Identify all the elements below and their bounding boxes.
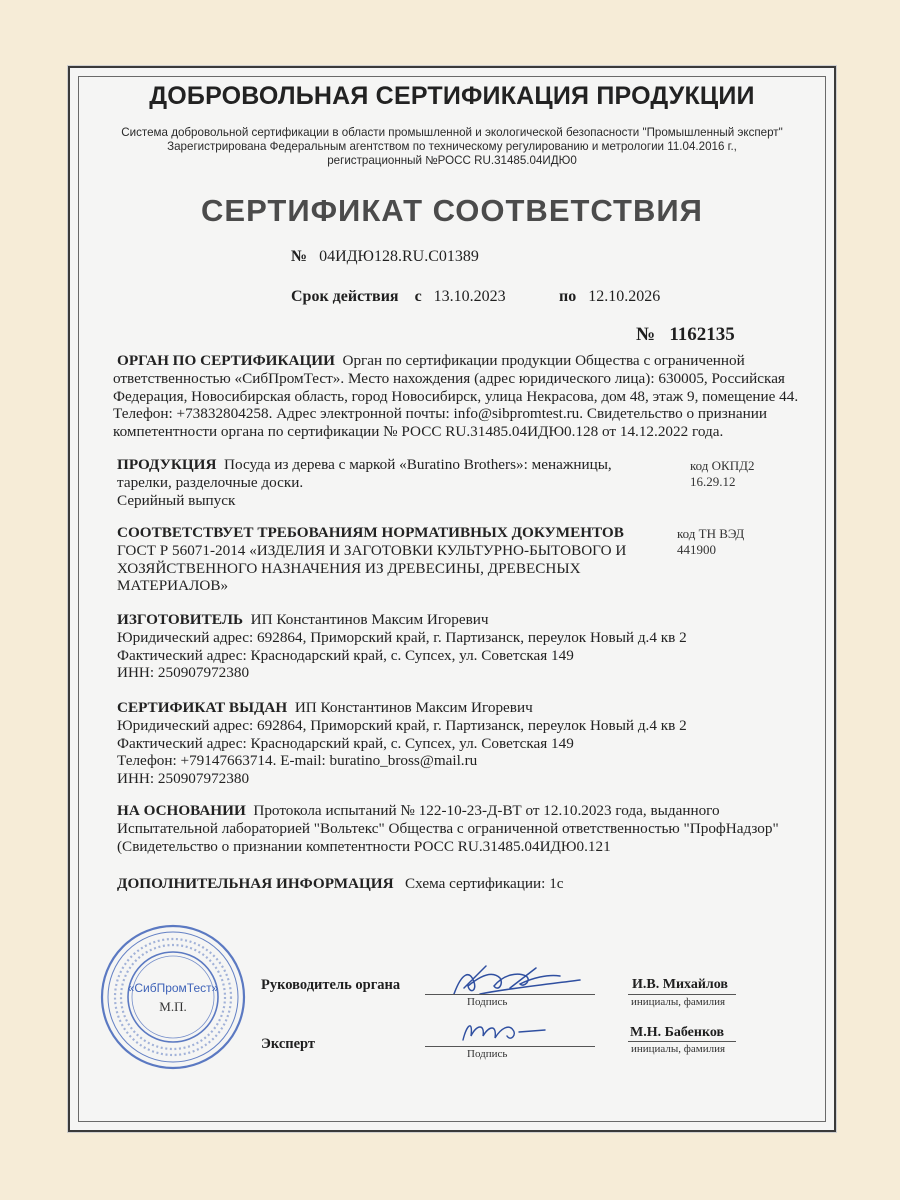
tnved-code-value: 441900 [677,542,716,557]
issued-to-line: Юридический адрес: 692864, Приморский край, г. Партизанск, переулок Новый д.4 кв 2 [117,716,687,734]
section-basis [117,802,779,855]
system-line: Зарегистрирована Федеральным агентством по техническому регулированию и метрологии 11.04.2016 г., [167,140,737,153]
okpd-code-label: код ОКПД2 [690,458,755,473]
stamp-mp: М.П. [159,999,187,1014]
validity-label: Срок действия [291,288,399,305]
manufacturer-line: ИНН: 250907972380 [117,664,250,682]
header-title: ДОБРОВОЛЬНАЯ СЕРТИФИКАЦИЯ ПРОДУКЦИИ [149,82,755,110]
issued-to-name: ИП Константинов Максим Игоревич [294,699,533,716]
organ-heading: ОРГАН ПО СЕРТИФИКАЦИИ [117,352,335,369]
section-manufacturer [117,611,687,682]
blank-number-sign: № [636,324,656,345]
tnved-code-label: код ТН ВЭД [677,526,745,541]
head-label: Руководитель органа [261,977,401,993]
basis-text: Протокола испытаний № 122-10-23-Д-ВТ от 12.10.2023 года, выданного [253,802,720,819]
certificate-number-row [291,248,479,266]
validity-row [291,288,506,306]
expert-name-caption: инициалы, фамилия [631,1043,726,1055]
blank-number: 1162135 [669,324,735,345]
head-signature-line [425,994,595,995]
section-additional [117,875,564,893]
valid-from: 13.10.2023 [433,288,506,305]
organ-line: Федерация, Новосибирская область, город Новосибирск, улица Некрасова, дом 48, этаж 9, помещение 44. [113,387,799,405]
basis-heading: НА ОСНОВАНИИ [117,802,246,819]
number-sign: № [291,248,308,265]
system-description [80,126,824,168]
head-name-line [628,994,736,995]
additional-heading: ДОПОЛНИТЕЛЬНАЯ ИНФОРМАЦИЯ [117,875,394,892]
head-name-caption: инициалы, фамилия [631,996,726,1008]
organ-line: Телефон: +73832804258. Адрес электронной почты: info@sibpromtest.ru. Свидетельство о признании [113,405,767,423]
manufacturer-line: Юридический адрес: 692864, Приморский край, г. Партизанск, переулок Новый д.4 кв 2 [117,628,687,646]
section-conformity [117,524,626,595]
additional-text: Схема сертификации: 1с [404,875,564,892]
organization-stamp [98,922,248,1072]
manufacturer-line: Фактический адрес: Краснодарский край, с. Супсех, ул. Советская 149 [117,646,574,664]
product-text: Посуда из дерева с маркой «Buratino Brothers»: менажницы, [224,456,612,473]
expert-signature [455,1010,555,1050]
organ-line: компетентности органа по сертификации № РОСС RU.31485.04ИДЮ0.128 от 14.12.2022 года. [113,423,724,441]
expert-name: М.Н. Бабенков [630,1025,725,1040]
stamp-name: «СибПромТест» [127,981,219,995]
head-signature [440,958,590,1002]
issued-to-line: Фактический адрес: Краснодарский край, с. Супсех, ул. Советская 149 [117,734,574,752]
head-name: И.В. Михайлов [632,977,728,992]
product-line: тарелки, разделочные доски. [117,473,304,491]
conformity-line: ХОЗЯЙСТВЕННОГО НАЗНАЧЕНИЯ ИЗ ДРЕВЕСИНЫ, ДРЕВЕСНЫХ [117,559,581,577]
issued-to-line: Телефон: +79147663714. E-mail: buratino_bross@mail.ru [117,752,478,770]
system-line: Система добровольной сертификации в области промышленной и экологической безопасности "Промышленный эксперт" [121,126,783,139]
section-organ [113,352,798,441]
blank-number-row [636,324,735,346]
basis-line: (Свидетельство о признании компетентности РОСС RU.31485.04ИДЮ0.121 [117,837,611,855]
head-signature-caption: Подпись [467,996,508,1008]
system-line: регистрационный №РОСС RU.31485.04ИДЮ0 [327,154,577,167]
validity-to [559,288,660,306]
valid-to: 12.10.2026 [588,288,661,305]
expert-signature-caption: Подпись [467,1048,508,1060]
section-issued-to [117,699,687,788]
organ-line: ответственностью «СибПромТест». Место нахождения (адрес юридического лица): 630005, Российская [113,369,785,387]
manufacturer-heading: ИЗГОТОВИТЕЛЬ [117,611,244,628]
okpd-code [690,458,754,490]
expert-signature-line [425,1046,595,1047]
product-heading: ПРОДУКЦИЯ [117,456,217,473]
certificate-number: 04ИДЮ128.RU.C01389 [319,248,479,265]
manufacturer-name: ИП Константинов Максим Игоревич [250,611,489,628]
issued-to-heading: СЕРТИФИКАТ ВЫДАН [117,699,288,716]
organ-text: Орган по сертификации продукции Общества с ограниченной [342,352,745,369]
to-label: по [559,288,577,305]
basis-line: Испытательной лабораторией "Вольтекс" Общества с ограниченной ответственностью "ПрофНадзор" [117,819,779,837]
expert-name-line [628,1041,736,1042]
conformity-heading: СООТВЕТСТВУЕТ ТРЕБОВАНИЯМ НОРМАТИВНЫХ ДОКУМЕНТОВ [117,524,624,541]
okpd-code-value: 16.29.12 [690,474,736,489]
issued-to-line: ИНН: 250907972380 [117,770,250,788]
section-product [117,456,612,509]
expert-label: Эксперт [261,1036,316,1052]
conformity-line: ГОСТ Р 56071-2014 «ИЗДЕЛИЯ И ЗАГОТОВКИ КУЛЬТУРНО-БЫТОВОГО И [117,541,627,559]
product-line: Серийный выпуск [117,491,236,509]
certificate-title: СЕРТИФИКАТ СООТВЕТСТВИЯ [201,193,703,228]
from-label: с [414,288,422,305]
tnved-code [677,526,744,558]
conformity-line: МАТЕРИАЛОВ» [117,577,229,595]
